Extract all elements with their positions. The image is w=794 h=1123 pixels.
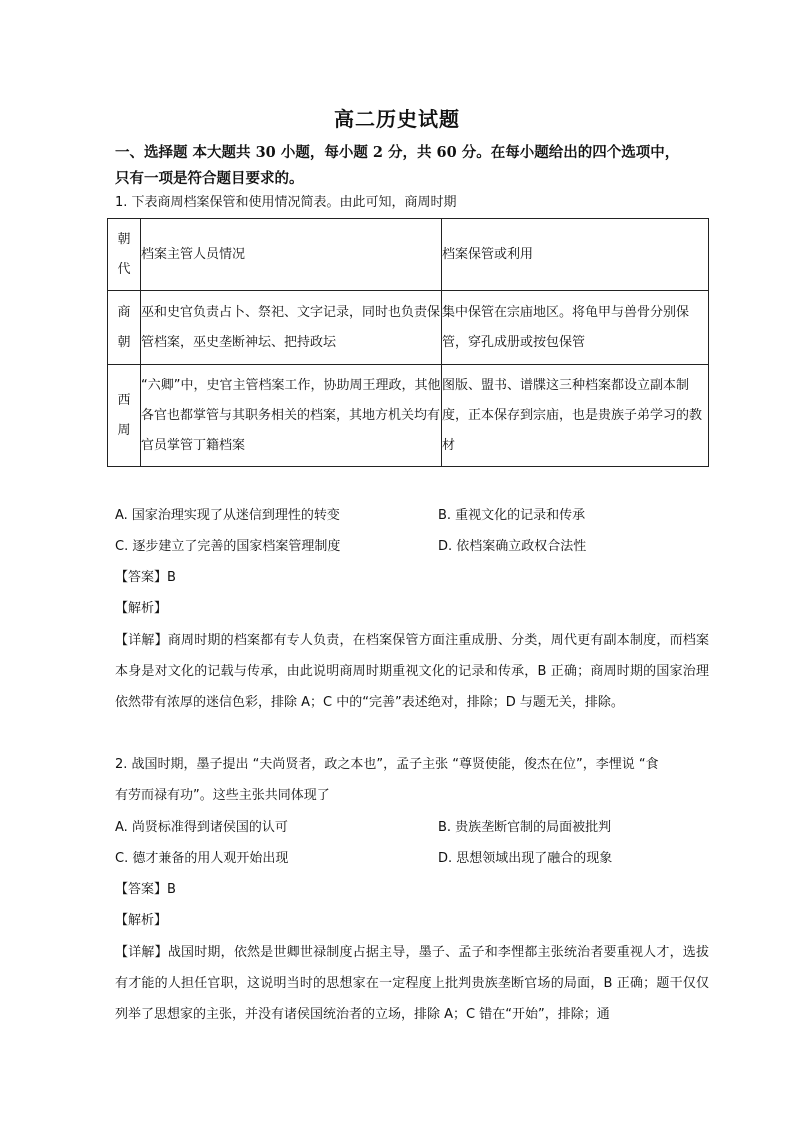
archive-table xyxy=(107,218,709,467)
row-use-text: 集中保管在宗庙地区。将龟甲与兽骨分别保管，穿孔成册或按包保管 xyxy=(442,304,690,350)
table-header-row xyxy=(108,219,709,291)
section-header xyxy=(115,140,715,192)
row-dynasty: 商 朝 xyxy=(108,291,141,365)
row-staff xyxy=(141,365,442,467)
table-row xyxy=(108,291,709,365)
exam-title: 高二历史试题 xyxy=(334,107,460,131)
q2-option-c: C. 德才兼备的用人观开始出现 xyxy=(115,851,289,866)
q2-analysis-label: 【解析】 xyxy=(115,913,168,928)
q2-stem-line2: 有劳而禄有功”。这些主张共同体现了 xyxy=(115,788,330,803)
q1-analysis-label: 【解析】 xyxy=(115,601,168,616)
row-dynasty: 西 周 xyxy=(108,365,141,467)
q1-answer: 【答案】B xyxy=(115,570,176,585)
header-dynasty: 朝 代 xyxy=(108,219,141,291)
q2-answer: 【答案】B xyxy=(115,882,176,897)
row-use-text: 图版、盟书、谱牒这三种档案都设立副本制度，正本保存到宗庙，也是贵族子弟学习的教材 xyxy=(442,377,703,453)
q2-option-d: D. 思想领域出现了融合的现象 xyxy=(438,851,613,866)
section-header-line1: 一、选择题 本大题共 30 小题，每小题 2 分，共 60 分。在每小题给出的四个选项中， xyxy=(115,144,680,161)
q2-detail: 【详解】战国时期，依然是世卿世禄制度占据主导，墨子、孟子和李悝都主张统治者要重视人才，选拔有才能的人担任官职，这说明当时的思想家在一定程度上批判贵族垄断官场的局面，B 正确；题干仅仅列举了思想家的主张，并没有诸侯国统治者的立场，排除 A；C 错在“开始”，排除；通 xyxy=(115,945,709,1022)
section-header-line2: 只有一项是符合题目要求的。 xyxy=(115,170,304,187)
row-use xyxy=(442,365,709,467)
q1-stem: 1. 下表商周档案保管和使用情况简表。由此可知，商周时期 xyxy=(115,195,457,210)
row-staff-text: 巫和史官负责占卜、祭祀、文字记录，同时也负责保管档案，巫史垄断神坛、把持政坛 xyxy=(141,304,441,350)
q2-option-b: B. 贵族垄断官制的局面被批判 xyxy=(438,820,612,835)
row-staff-text: “六卿”中，史官主管档案工作，协助周王理政，其他各官也都掌管与其职务相关的档案，其地方机关均有官员掌管丁籍档案 xyxy=(141,377,441,453)
row-use xyxy=(442,291,709,365)
row-staff xyxy=(141,291,442,365)
q1-option-b: B. 重视文化的记录和传承 xyxy=(438,508,586,523)
q1-option-a: A. 国家治理实现了从迷信到理性的转变 xyxy=(115,508,340,523)
q1-option-d: D. 依档案确立政权合法性 xyxy=(438,539,587,554)
q2-stem-line1: 2. 战国时期，墨子提出 “夫尚贤者，政之本也”，孟子主张 “尊贤使能，俊杰在位”，李悝说 “食 xyxy=(115,757,659,772)
q1-option-c: C. 逐步建立了完善的国家档案管理制度 xyxy=(115,539,341,554)
q2-option-a: A. 尚贤标准得到诸侯国的认可 xyxy=(115,820,288,835)
header-staff: 档案主管人员情况 xyxy=(141,219,442,291)
q1-detail: 【详解】商周时期的档案都有专人负责，在档案保管方面注重成册、分类，周代更有副本制度，而档案本身是对文化的记载与传承，由此说明商周时期重视文化的记录和传承，B 正确；商周时期的国家治理依然带有浓厚的迷信色彩，排除 A；C 中的“完善”表述绝对，排除；D 与题无关，排除。 xyxy=(115,633,709,710)
header-use: 档案保管或利用 xyxy=(442,219,709,291)
table-row xyxy=(108,365,709,467)
